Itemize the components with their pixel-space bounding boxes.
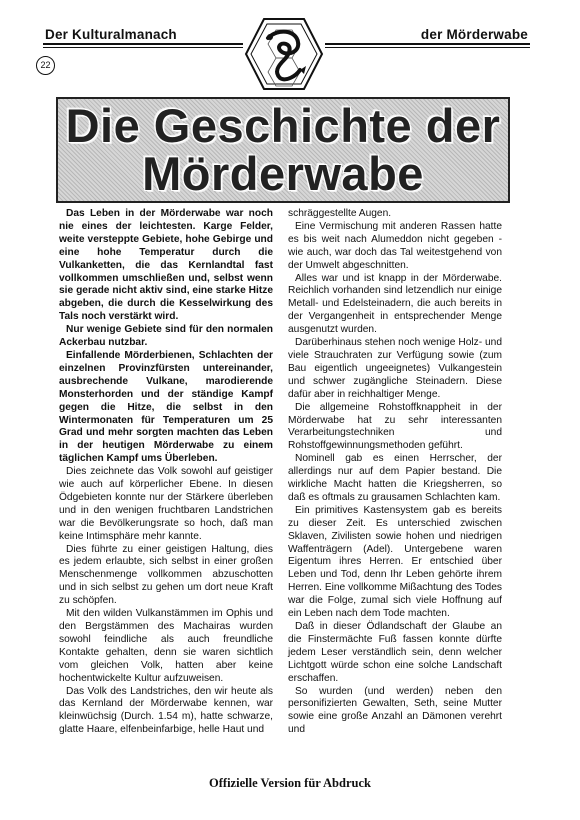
paragraph: Nominell gab es einen Herrscher, der allerdings nur auf dem Papier bestand. Die wirkliche Macht hatten die Kriegsherren, so daß es oftmals zu grausamen Schlachten kam. <box>288 453 502 503</box>
paragraph: Das Leben in der Mörderwabe war noch nie eines der leichtesten. Karge Felder, weite versteppte Gebiete, hohe Gebirge und eine hohe Temperatur durch die Vulkanketten, die das Kernlandtal fast vollkommen umschließen und, selbst wenn sie gerade nicht aktiv sind, eine starke Hitze abgeben, die durch die Kesselwirkung des Tals noch verstärkt wird. <box>59 208 273 323</box>
page-number: 22 <box>36 56 55 75</box>
paragraph: Mit den wilden Vulkanstämmen im Ophis und den Bergstämmen des Machairas wurden sowohl feindliche als auch freundliche Kontakte gehalten, denn sie waren sichtlich vom gleichen Volk, hatten aber keine hochentwickelte Kultur aufzuweisen. <box>59 608 273 684</box>
title-banner <box>56 97 510 203</box>
paragraph: schräggestellte Augen. <box>288 208 392 219</box>
right-column <box>288 208 502 737</box>
paragraph: Daß in dieser Ödlandschaft der Glaube an die Finstermächte Fuß fassen konnte dürfte jedem Leser verständlich sein, denn welcher Lichtgott würde schon eine solche Landschaft erschaffen. <box>288 621 502 684</box>
paragraph: Ein primitives Kastensystem gab es bereits zu dieser Zeit. Es unterschied zwischen Sklaven, Zivilisten sowie hohen und niedrigen Waffenträgern (Adel). Untergebene waren Eigentum ihres Herren. Er entschied über Leben und Tod, denn Ihr Leben gehörte ihrem Herren. Eine vollkomme Mißachtung des Todes war die Folge, zumal sich viele Hoffnung auf ein Leben nach dem Tode machten. <box>288 504 502 620</box>
paragraph: Dies zeichnete das Volk sowohl auf geistiger wie auch auf körperlicher Ebene. In diesen Ödgebieten konnte nur der Stärkere überleben und in den wenigen fruchtbaren Landstrichen war die Bevölkerungsrate so hoch, daß man keine Intimsphäre mehr kannte. <box>59 466 273 542</box>
header-rule-right-bottom <box>325 47 530 48</box>
header-left-title: Der Kulturalmanach <box>45 27 177 42</box>
header-rule-left-bottom <box>43 47 243 48</box>
header-rule-left-top <box>43 43 243 45</box>
paragraph: Eine Vermischung mit anderen Rassen hatte es bis weit nach Alumeddon nicht gegeben - wie auch, war doch das Tal weitestgehend von der Umwelt abgeschnitten. <box>288 220 502 271</box>
paragraph: Einfallende Mörderbienen, Schlachten der einzelnen Provinzfürsten untereinander, ausbrechende Vulkane, marodierende Monsterhorden und der ständige Kampf gegen die Hitze, die selbst in den Wintermonaten für Temperaturen um 25 Grad und mehr sorgten machten das Leben in der heutigen Mörderwabe zu einem täglichen Kampf ums Überleben. <box>59 349 273 465</box>
page-title-line-2: Mörderwabe <box>142 147 424 200</box>
page-title-line-1: Die Geschichte der <box>65 99 501 152</box>
paragraph: So wurden (und werden) neben den personifizierten Gewalten, Seth, seine Mutter sowie eine große Anzahl an Dämonen verehrt und <box>288 685 502 736</box>
paragraph: Die allgemeine Rohstoffknappheit in der Mörderwabe hat zu sehr interessanten Verarbeitungstechniken und Rohstoffgewinnungsmethoden geführt. <box>288 401 502 452</box>
left-column <box>59 208 273 737</box>
paragraph: Das Volk des Landstriches, den wir heute als das Kernland der Mörderwabe kennen, war kleinwüchsig (Durch. 1.54 m), hatte schwarze, glatte Haare, elfenbeinfarbige, helle Haut und <box>59 685 273 736</box>
paragraph: Alles war und ist knapp in der Mörderwabe. Reichlich vorhanden sind letzendlich nur einige Metall- und Edelsteinadern, die auch bereits in der Vergangenheit in entsprechender Menge ausgenutzt wurden. <box>288 272 502 336</box>
header-rule-right-top <box>325 43 530 45</box>
footer-note: Offizielle Version für Abdruck <box>209 776 371 790</box>
paragraph: Nur wenige Gebiete sind für den normalen Ackerbau nutzbar. <box>59 324 273 349</box>
paragraph: Dies führte zu einer geistigen Haltung, dies es jedem erlaubte, sich selbst in einer großen Menschenmenge vollkommen abzuschotten und in sich selbst zu gehen um dort neue Kraft zu schöpfen. <box>59 543 273 607</box>
header-right-title: der Mörderwabe <box>420 27 528 42</box>
hexagon-dragon-icon <box>244 16 324 92</box>
paragraph: Darüberhinaus stehen noch wenige Holz- und viele Strauchraten zur Verfügung sowie (zum Bau eigentlich ungeeignetes) Vulkangestein und schwer zugängliche Steinadern. Diese dafür aber in reichhaltiger Menge. <box>288 337 502 400</box>
